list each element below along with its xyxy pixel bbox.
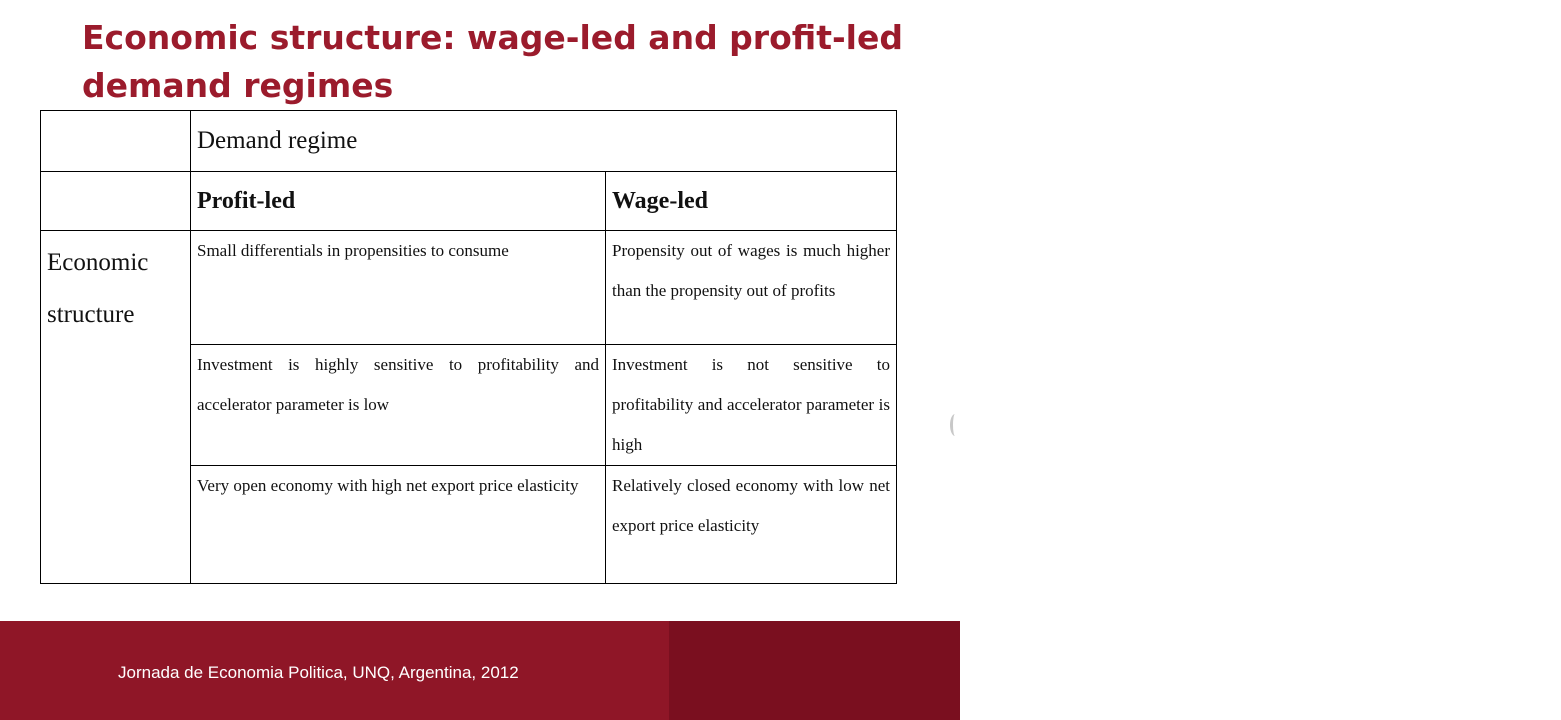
profit-led-header: Profit-led	[191, 172, 606, 231]
profit-cell-investment: Investment is highly sensitive to profitability and accelerator parameter is low	[191, 345, 606, 466]
profit-cell-propensities: Small differentials in propensities to consume	[191, 231, 606, 345]
table-row	[41, 231, 897, 345]
table-row-header	[41, 111, 897, 172]
uottawa-logo-text: uOttawa	[1453, 658, 1561, 694]
table-row-subheader	[41, 172, 897, 231]
logo-panel	[669, 621, 1561, 720]
slide-title: Economic structure: wage-led and profit-led demand regimes	[82, 18, 903, 105]
wage-cell-propensities: Propensity out of wages is much higher than the propensity out of profits	[606, 231, 897, 345]
stray-mark	[950, 414, 960, 436]
university-building-icon	[1411, 657, 1445, 695]
wage-cell-openness: Relatively closed economy with low net export price elasticity	[606, 466, 897, 584]
wage-cell-investment: Investment is not sensitive to profitability and accelerator parameter is high	[606, 345, 897, 466]
economic-structure-label: Economic structure	[41, 231, 191, 584]
wage-led-header: Wage-led	[606, 172, 897, 231]
footer-conference-text: Jornada de Economia Politica, UNQ, Argentina, 2012	[118, 663, 519, 682]
footer-bar	[0, 621, 1561, 720]
demand-regime-header: Demand regime	[191, 111, 897, 172]
empty-corner-cell	[41, 111, 191, 172]
profit-cell-openness: Very open economy with high net export price elasticity	[191, 466, 606, 584]
empty-corner-cell-2	[41, 172, 191, 231]
demand-regime-table	[40, 110, 897, 584]
